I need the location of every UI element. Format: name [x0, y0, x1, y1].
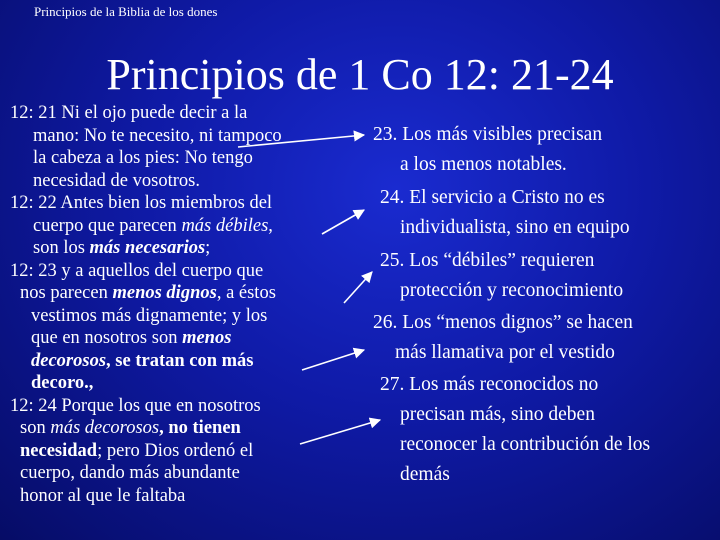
header-note: Principios de la Biblia de los dones — [34, 4, 218, 19]
principle-line: 25. Los “débiles” requieren — [380, 250, 595, 271]
principle-line: más llamativa por el vestido — [395, 342, 615, 363]
verse-line: cuerpo, dando más abundante — [20, 463, 240, 483]
verse-line: decoro., — [31, 373, 94, 393]
principle-line: 27. Los más reconocidos no — [380, 374, 599, 395]
principle-line: 23. Los más visibles precisan — [373, 124, 603, 145]
verse-line: decorosos, se tratan con más — [31, 350, 254, 371]
verse-line: son los más necesarios; — [33, 238, 211, 258]
verse-line: son más decorosos, no tienen — [20, 418, 241, 438]
principle-line: protección y reconocimiento — [400, 280, 624, 301]
principle-line: precisan más, sino deben — [400, 404, 595, 425]
verse-line: necesidad; pero Dios ordenó el — [20, 440, 254, 461]
arrow-connector — [300, 420, 380, 444]
verse-line: nos parecen menos dignos, a éstos — [20, 283, 276, 303]
arrow-connector — [238, 135, 364, 147]
arrow-connector — [344, 272, 372, 303]
verse-line: honor al que le faltaba — [20, 485, 186, 506]
arrow-connector — [322, 210, 364, 234]
verse-line: vestimos más dignamente; y los — [31, 305, 268, 326]
verse-line: 12: 22 Antes bien los miembros del — [10, 193, 273, 213]
principle-line: individualista, sino en equipo — [400, 217, 630, 238]
verse-line: cuerpo que parecen más débiles, — [33, 215, 273, 236]
verse-line: mano: No te necesito, ni tampoco — [33, 125, 282, 146]
principle-line: reconocer la contribución de los — [400, 434, 651, 455]
verse-line: que en nosotros son menos — [31, 328, 232, 348]
verse-line: necesidad de vosotros. — [33, 170, 200, 191]
verse-line: 12: 24 Porque los que en nosotros — [10, 395, 261, 416]
arrow-connector — [302, 350, 364, 370]
principle-line: demás — [400, 464, 450, 485]
principle-line: a los menos notables. — [400, 154, 567, 175]
principle-line: 26. Los “menos dignos” se hacen — [373, 312, 633, 333]
principle-line: 24. El servicio a Cristo no es — [380, 187, 605, 208]
verse-line: la cabeza a los pies: No tengo — [33, 148, 253, 168]
slide-title: Principios de 1 Co 12: 21-24 — [106, 50, 614, 99]
verse-line: 12: 21 Ni el ojo puede decir a la — [10, 103, 248, 123]
verse-line: 12: 23 y a aquellos del cuerpo que — [10, 260, 264, 281]
